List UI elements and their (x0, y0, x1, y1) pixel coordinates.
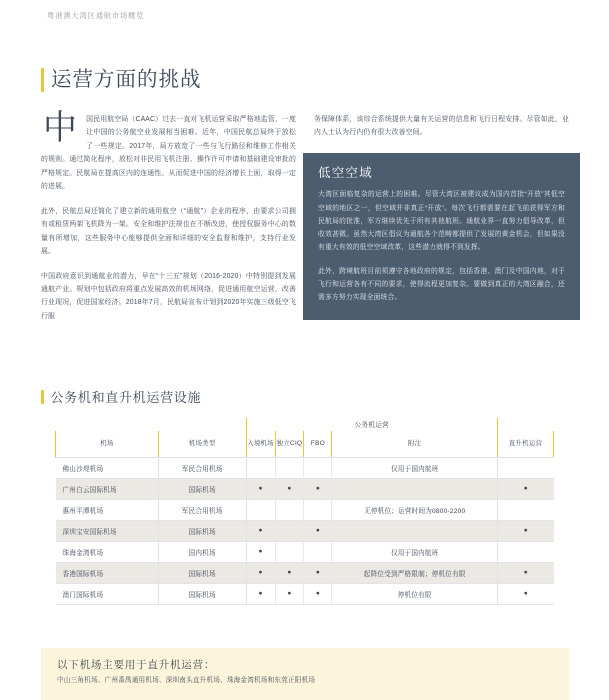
cell-remark: 无停机位；运营时间为0800-2200 (332, 499, 498, 520)
cell-fbo (304, 457, 332, 478)
cell-heli: ● (498, 562, 554, 583)
facilities-table (55, 418, 554, 605)
right-column (314, 113, 569, 323)
group-blank-2 (158, 418, 246, 431)
cell-type: 国际机场 (158, 478, 246, 499)
page-running-header: 粤港澳大湾区通航市场概览 (47, 11, 145, 20)
paragraph-left-1 (41, 108, 296, 194)
group-blank-3 (498, 418, 554, 431)
cell-entry: ● (246, 541, 275, 562)
table-row (56, 457, 554, 478)
cell-heli (498, 499, 554, 520)
cell-fbo: ● (304, 562, 332, 583)
cell-ciq: ● (275, 583, 304, 604)
cell-ciq (275, 541, 304, 562)
callout-paragraph-1: 大湾区面临复杂的运营上的困难。尽管大湾区被建议成为国内首批“开放”其低空空域的地区之一，但空域并非真正“开放”。每次飞行都需要在起飞前获得军方和民航局的批准，军方继续优先于所有其他航班。通航业界一直努力倡导改革，但收效甚微。虽然大湾区倡议为通航各个范畴都提供了发展的黄金机会，但如果没有重大有效的低空空域改革，这些潜力就得不到发挥。 (318, 191, 565, 252)
table-row (56, 520, 554, 541)
table-group-header-row (56, 418, 554, 431)
cell-type: 军民合用机场 (158, 457, 246, 478)
cell-ciq (275, 520, 304, 541)
cell-entry: ● (246, 562, 275, 583)
callout-paragraph-2: 此外，跨境航班目前须遵守各地政府的规定，包括香港、澳门及中国内地，对于飞行和运营各有不同的要求，使得流程更加复杂。要做到真正的大湾区融合，还需多方努力实现全面统合。 (318, 267, 565, 302)
cell-heli: ● (498, 478, 554, 499)
cell-airport: 惠州平潭机场 (56, 499, 159, 520)
cell-entry (246, 499, 275, 520)
cell-entry (246, 457, 275, 478)
table-row (56, 583, 554, 604)
col-header-remark: 附注 (332, 431, 498, 457)
cell-fbo (304, 499, 332, 520)
cell-ciq (275, 457, 304, 478)
col-header-helicopter-ops: 直升机运营 (498, 431, 554, 457)
table-head (56, 418, 554, 457)
cell-ciq: ● (275, 562, 304, 583)
cell-fbo (304, 541, 332, 562)
paragraph-left-2: 此外，民航总局还简化了建立新的通用航空（“通航”）企业的程序，由要求公司拥有或租赁两架飞机降为一架。安全和维护法规也在不断改进，使授权服务中心的数量有所增加，这些服务中心能够提供全面和详细的安全监督和维护，支持行业发展。 (41, 207, 296, 256)
page-title-text: 运营方面的挑战 (51, 67, 202, 91)
cell-type: 国际机场 (158, 520, 246, 541)
cell-ciq (275, 499, 304, 520)
cell-airport: 深圳宝安国际机场 (56, 520, 159, 541)
cell-type: 国内机场 (158, 541, 246, 562)
cell-airport: 香港国际机场 (56, 562, 159, 583)
cell-type: 军民合用机场 (158, 499, 246, 520)
cell-ciq: ● (275, 478, 304, 499)
cell-remark (332, 520, 498, 541)
facilities-table-wrapper (55, 418, 554, 605)
table-header-row (56, 431, 554, 457)
cell-remark: 仅用于国内航班 (332, 457, 498, 478)
col-header-airport-type: 机场类型 (158, 431, 246, 457)
cell-remark: 仅用于国内航班 (332, 541, 498, 562)
table-row (56, 499, 554, 520)
cell-entry: ● (246, 520, 275, 541)
callout-title: 低空空域 (318, 165, 373, 180)
group-blank-1 (56, 418, 159, 431)
cell-fbo: ● (304, 520, 332, 541)
table-body (56, 457, 554, 604)
group-header-business-aviation: 公务机运营 (246, 418, 497, 431)
page-title (41, 68, 202, 92)
cell-airport: 广州白云国际机场 (56, 478, 159, 499)
table-row (56, 541, 554, 562)
accent-bar-icon (41, 68, 44, 92)
cell-fbo: ● (304, 478, 332, 499)
cell-entry: ● (246, 583, 275, 604)
paragraph-right-1: 务保障体系，该综合系统提供大量有关运营的信息和飞行日程安排。尽管如此，业内人士认为行内仍有很大改善空间。 (314, 116, 569, 137)
cell-airport: 澳门国际机场 (56, 583, 159, 604)
cell-heli: ● (498, 583, 554, 604)
paragraph-left-3: 中国政府意识到通航业的潜力，早在“十三五”规划（2016-2020）中特别提到发展通航产业。规划中包括政府将重点发展高效的机场网络，促进通用航空运营，改善行业现况，促进国家经济。2018年7月，民航局宣布计划到2020年实施三级低空飞行服 (41, 272, 296, 320)
col-header-entry-airport: 入境机场 (246, 431, 275, 457)
article-columns (41, 108, 569, 323)
cell-fbo: ● (304, 583, 332, 604)
cell-airport: 佛山沙堤机场 (56, 457, 159, 478)
cell-remark: 起降位受到严格限制；停机位有限 (332, 562, 498, 583)
cell-type: 国际机场 (158, 562, 246, 583)
note-list: 中山三角机场、广州番禺通用机场、深圳南头直升机场、珠海金湾机场和东莞正阳机场 (57, 676, 316, 684)
col-header-independent-ciq: 独立CIQ (275, 431, 304, 457)
accent-bar-icon (41, 390, 44, 404)
col-header-airport: 机场 (56, 431, 159, 457)
cell-type: 国际机场 (158, 583, 246, 604)
cell-heli (498, 541, 554, 562)
cell-remark: 停机位有限 (332, 583, 498, 604)
low-altitude-airspace-callout (303, 153, 580, 321)
note-title: 以下机场主要用于直升机运营： (57, 659, 216, 671)
cell-heli: ● (498, 520, 554, 541)
table-section-title-text: 公务机和直升机运营设施 (50, 389, 202, 405)
table-row (56, 478, 554, 499)
left-column (41, 108, 296, 323)
cell-entry: ● (246, 478, 275, 499)
paragraph-left-1-text: 国民用航空局（CAAC）过去一直对飞机运营采取严格地监管，一度让中国的公务航空业发展相当困难。近年，中国民航总局终于放松了一些规定。2017年，局方放宽了一些与飞行路径和维修工作相关的规则。通过简化程序，放松对非民用飞机注册、操作许可申请和基础建设审批的严格规定。民航局在提高区内的连通性、从而促进中国的经济增长上面，取得一定的进展。 (41, 116, 296, 191)
col-header-fbo: FBO (304, 431, 332, 457)
helicopter-airports-note (41, 648, 569, 700)
cell-airport: 珠海金湾机场 (56, 541, 159, 562)
cell-heli (498, 457, 554, 478)
table-row (56, 562, 554, 583)
table-section-title (41, 390, 201, 404)
cell-remark (332, 478, 498, 499)
drop-cap: 中 (43, 108, 78, 148)
